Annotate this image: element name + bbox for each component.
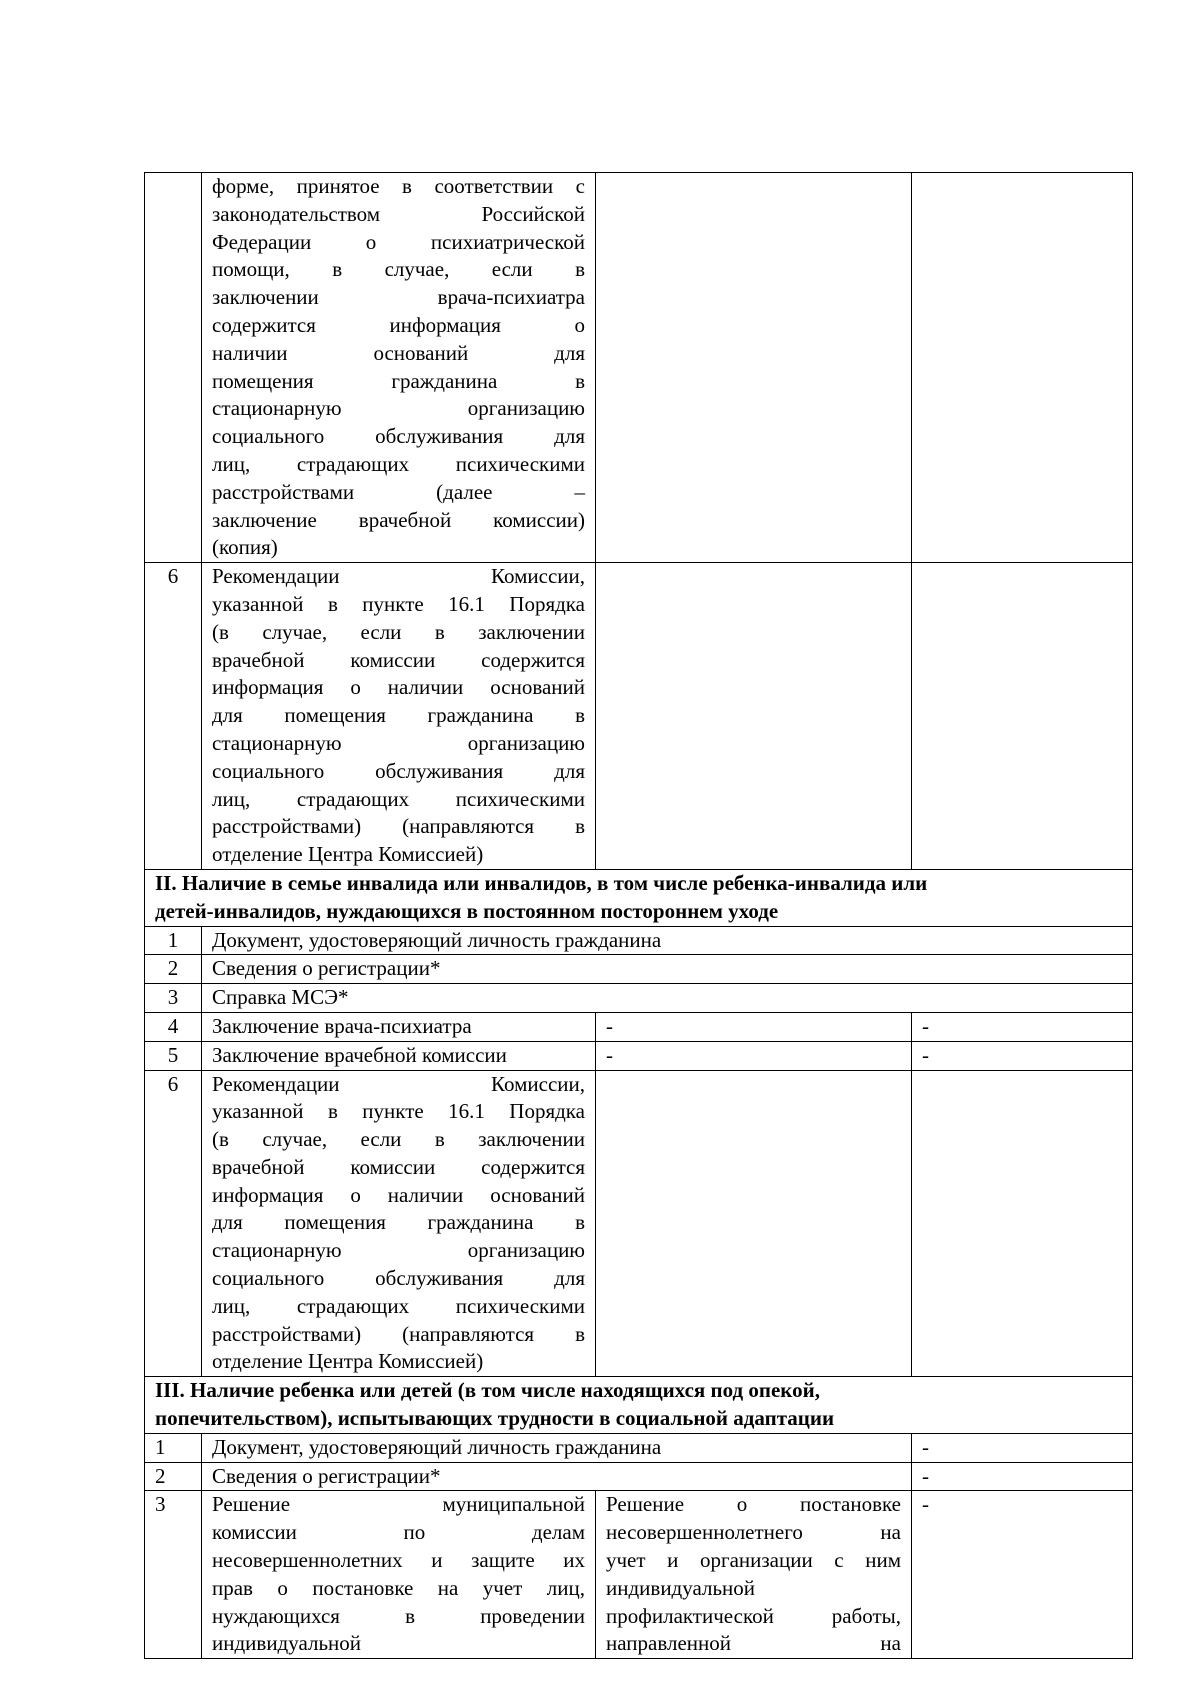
row-number: 3 xyxy=(145,1491,202,1659)
document-table xyxy=(144,172,1133,1659)
column-4-cell: - xyxy=(912,1012,1133,1041)
column-4-cell xyxy=(912,173,1133,563)
document-description: Сведения о регистрации* xyxy=(202,955,1133,984)
row-number: 4 xyxy=(145,1012,202,1041)
table-row xyxy=(145,173,1133,563)
column-4-cell: - xyxy=(912,1491,1133,1659)
document-description: Сведения о регистрации* xyxy=(202,1462,912,1491)
table-row xyxy=(145,1433,1133,1462)
column-4-cell: - xyxy=(912,1433,1133,1462)
document-description: Рекомендации Комиссии, указанной в пункте 16.1 Порядка (в случае, если в заключении врачебной комиссии содержится информация о наличии оснований для помещения гражданина в стационарную организацию социального обслуживания для лиц, страдающих психическими расстройствами) (направляются в отделение Центра Комиссией) xyxy=(202,563,596,870)
column-3-cell xyxy=(596,563,912,870)
column-3-cell xyxy=(596,173,912,563)
table-row xyxy=(145,984,1133,1013)
table-row xyxy=(145,563,1133,870)
table-row xyxy=(145,1041,1133,1070)
table-row xyxy=(145,955,1133,984)
row-number: 6 xyxy=(145,1070,202,1377)
table-row xyxy=(145,1070,1133,1377)
section-2-heading: II. Наличие в семье инвалида или инвалидов, в том числе ребенка-инвалида или детей-инвалидов, нуждающихся в постоянном постороннем уходе xyxy=(145,869,1133,926)
row-number xyxy=(145,173,202,563)
table-row xyxy=(145,926,1133,955)
row-number: 5 xyxy=(145,1041,202,1070)
document-description: Справка МСЭ* xyxy=(202,984,1133,1013)
column-3-cell: - xyxy=(596,1012,912,1041)
column-3-cell: Решение о постановке несовершеннолетнего на учет и организации с ним индивидуальной профилактической работы, направленной на xyxy=(596,1491,912,1659)
document-description: Документ, удостоверяющий личность гражданина xyxy=(202,1433,912,1462)
row-number: 1 xyxy=(145,926,202,955)
column-4-cell xyxy=(912,1070,1133,1377)
row-number: 6 xyxy=(145,563,202,870)
document-description: Документ, удостоверяющий личность гражданина xyxy=(202,926,1133,955)
document-description: Решение муниципальной комиссии по делам несовершеннолетних и защите их прав о постановке на учет лиц, нуждающихся в проведении индивидуальной xyxy=(202,1491,596,1659)
document-description: Заключение врача-психиатра xyxy=(202,1012,596,1041)
section-heading-row xyxy=(145,869,1133,926)
document-description: Рекомендации Комиссии, указанной в пункте 16.1 Порядка (в случае, если в заключении врачебной комиссии содержится информация о наличии оснований для помещения гражданина в стационарную организацию социального обслуживания для лиц, страдающих психическими расстройствами) (направляются в отделение Центра Комиссией) xyxy=(202,1070,596,1377)
row-number: 1 xyxy=(145,1433,202,1462)
column-3-cell xyxy=(596,1070,912,1377)
column-4-cell: - xyxy=(912,1041,1133,1070)
column-4-cell: - xyxy=(912,1462,1133,1491)
section-heading-row xyxy=(145,1377,1133,1434)
row-number: 2 xyxy=(145,955,202,984)
section-3-heading: III. Наличие ребенка или детей (в том числе находящихся под опекой, попечительством), испытывающих трудности в социальной адаптации xyxy=(145,1377,1133,1434)
document-description: форме, принятое в соответствии с законодательством Российской Федерации о психиатрической помощи, в случае, если в заключении врача-психиатра содержится информация о наличии оснований для помещения гражданина в стационарную организацию социального обслуживания для лиц, страдающих психическими расстройствами (далее – заключение врачебной комиссии) (копия) xyxy=(202,173,596,563)
table-row xyxy=(145,1462,1133,1491)
column-4-cell xyxy=(912,563,1133,870)
row-number: 2 xyxy=(145,1462,202,1491)
table-row xyxy=(145,1491,1133,1659)
table-row xyxy=(145,1012,1133,1041)
column-3-cell: - xyxy=(596,1041,912,1070)
document-description: Заключение врачебной комиссии xyxy=(202,1041,596,1070)
row-number: 3 xyxy=(145,984,202,1013)
